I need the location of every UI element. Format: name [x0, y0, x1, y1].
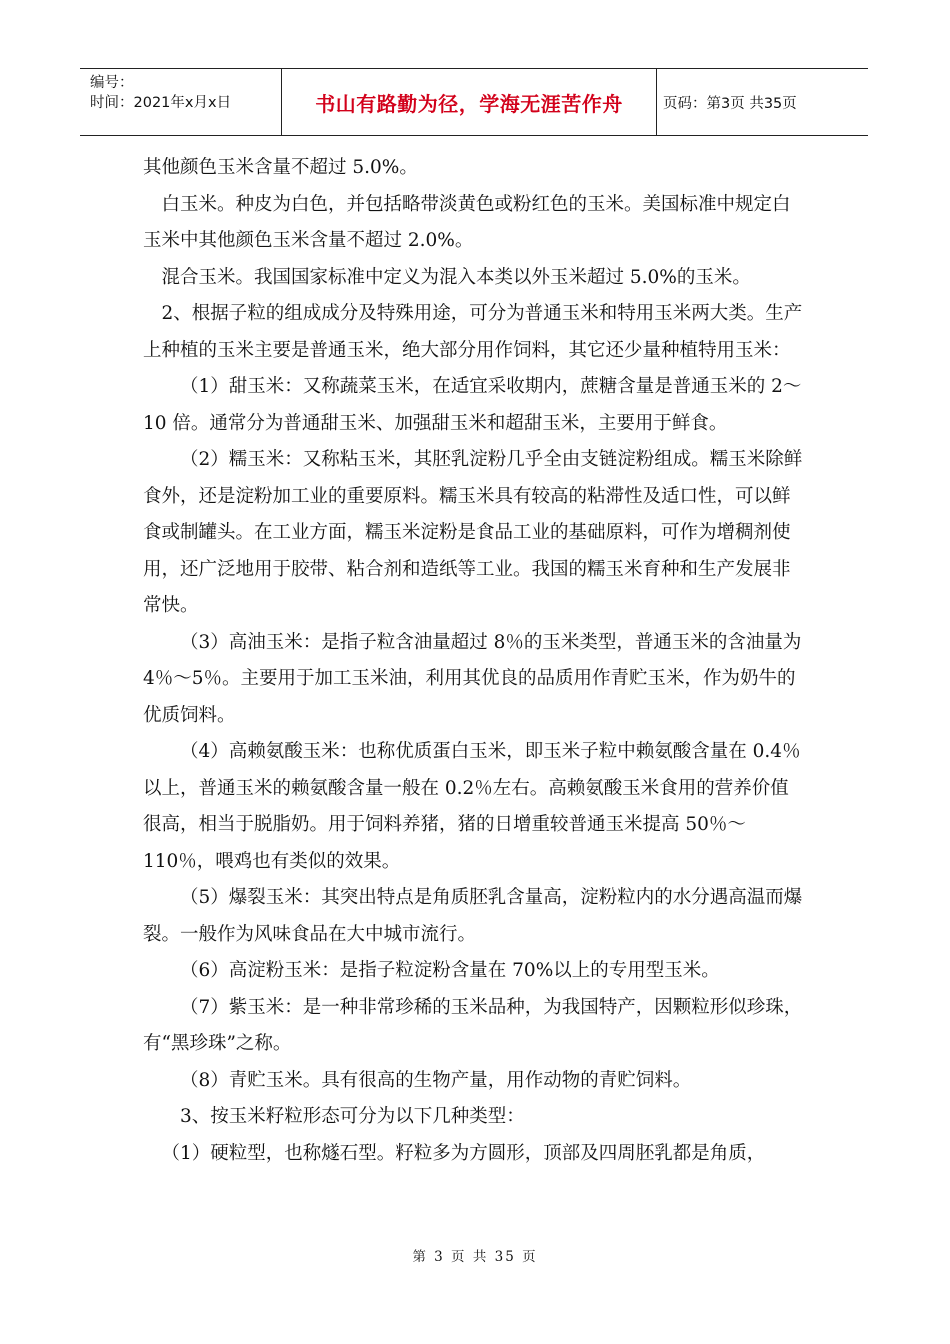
- paragraph: 2、根据子粒的组成成分及特殊用途，可分为普通玉米和特用玉米两大类。生产上种植的玉米主要是普通玉米，绝大部分用作饲料，其它还少量种植特用玉米：: [143, 303, 803, 361]
- paragraph: （2）糯玉米：又称粘玉米，其胚乳淀粉几乎全由支链淀粉组成。糯玉米除鲜食外，还是淀粉加工业的重要原料。糯玉米具有较高的粘滞性及适口性，可以鲜食或制罐头。在工业方面，糯玉米淀粉是食品工业的基础原料，可作为增稠剂使用，还广泛地用于胶带、粘合剂和造纸等工业。我国的糯玉米育种和生产发展非常快。: [143, 449, 803, 616]
- header-meta: [80, 69, 282, 135]
- header-motto: 书山有路勤为径，学海无涯苦作舟: [282, 69, 657, 135]
- paragraph: （5）爆裂玉米：其突出特点是角质胚乳含量高，淀粉粒内的水分遇高温而爆裂。一般作为风味食品在大中城市流行。: [143, 887, 803, 945]
- paragraph: （7）紫玉米：是一种非常珍稀的玉米品种，为我国特产，因颗粒形似珍珠，有“黑珍珠”之称。: [143, 996, 803, 1054]
- document-body: [143, 150, 803, 1172]
- paragraph: 混合玉米。我国国家标准中定义为混入本类以外玉米超过 5.0%的玉米。: [161, 266, 751, 288]
- paragraph: （1）硬粒型，也称燧石型。籽粒多为方圆形，顶部及四周胚乳都是角质，: [161, 1142, 766, 1164]
- number-label: 编号：: [90, 75, 134, 91]
- paragraph: 其他颜色玉米含量不超过 5.0%。: [143, 157, 418, 178]
- time-label: 时间：2021年x月x日: [90, 95, 232, 111]
- paragraph: 白玉米。种皮为白色，并包括略带淡黄色或粉红色的玉米。美国标准中规定白玉米中其他颜色玉米含量不超过 2.0%。: [143, 193, 791, 251]
- paragraph: （6）高淀粉玉米：是指子粒淀粉含量在 70%以上的专用型玉米。: [180, 960, 720, 981]
- page-header: [80, 68, 868, 136]
- paragraph: （3）高油玉米：是指子粒含油量超过 8％的玉米类型，普通玉米的含油量为 4％～5％。主要用于加工玉米油，利用其优良的品质用作青贮玉米，作为奶牛的优质饲料。: [143, 631, 802, 726]
- paragraph: （1）甜玉米：又称蔬菜玉米，在适宜采收期内，蔗糖含量是普通玉米的 2～10 倍。通常分为普通甜玉米、加强甜玉米和超甜玉米，主要用于鲜食。: [143, 376, 802, 434]
- paragraph: （8）青贮玉米。具有很高的生物产量，用作动物的青贮饲料。: [180, 1069, 692, 1091]
- paragraph: 3、按玉米籽粒形态可分为以下几种类型：: [180, 1106, 525, 1127]
- header-page-info: 页码：第3页 共35页: [663, 95, 797, 112]
- paragraph: （4）高赖氨酸玉米：也称优质蛋白玉米，即玉米子粒中赖氨酸含量在 0.4％以上，普通玉米的赖氨酸含量一般在 0.2％左右。高赖氨酸玉米食用的营养价值很高，相当于脱脂奶。用于饲料养猪，猪的日增重较普通玉米提高 50％～110％，喂鸡也有类似的效果。: [143, 741, 801, 872]
- page-footer: 第 3 页 共 35 页: [412, 1249, 538, 1265]
